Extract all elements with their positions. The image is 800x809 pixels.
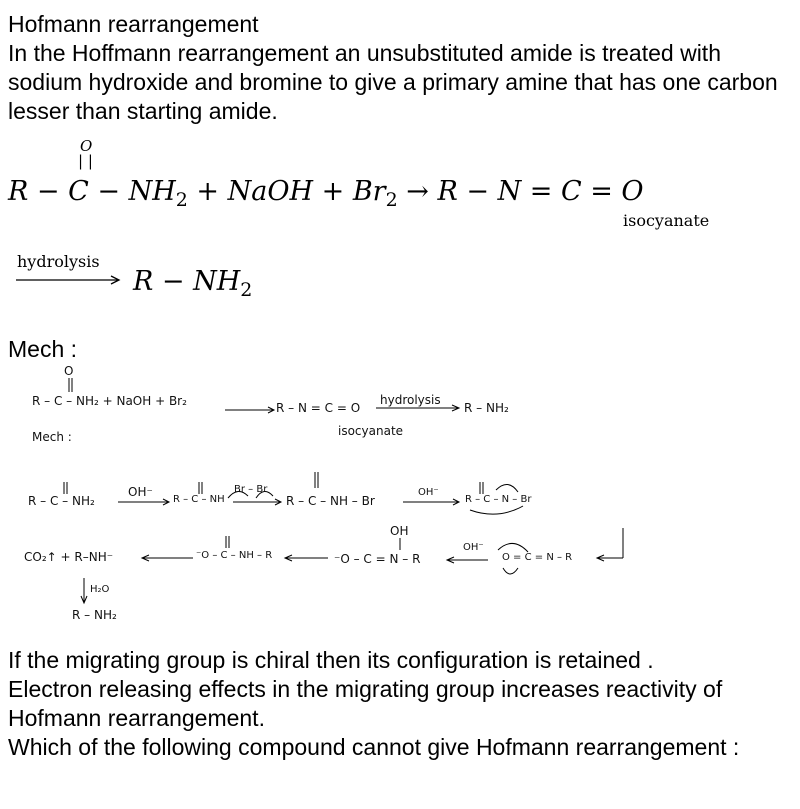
carbonyl-oxygen: O (80, 137, 93, 155)
mech-heading: Mech : (8, 336, 78, 362)
equation-reactant: R − C − NH (8, 176, 176, 207)
intro-paragraph: In the Hoffmann rearrangement an unsubstituted amide is treated with sodium hydroxide and bromine to give a primary amine that has one carbon lesser than starting amide. (8, 40, 778, 124)
scheme-row2-br2: Br – Br (234, 484, 268, 495)
scheme-row1-reactant: R – C – NH₂ + NaOH + Br₂ (32, 394, 187, 408)
scheme-row4-h2o: H₂O (90, 584, 110, 595)
hydrolysis-label: hydrolysis (17, 252, 100, 271)
scheme-row1-final: R – NH₂ (464, 401, 509, 415)
final-amine: R − NH (133, 266, 241, 297)
scheme-row2-bromoamide: R – C – NH – Br (286, 494, 375, 508)
scheme-row3-isocyanate: O = C = N – R (502, 552, 573, 563)
note-electron-releasing: Electron releasing effects in the migrating group increases reactivity of Hofmann rearrangement. (8, 676, 723, 731)
scheme-row4-final: R – NH₂ (72, 608, 117, 622)
question-text: Which of the following compound cannot give Hofmann rearrangement : (8, 734, 740, 760)
heading: Hofmann rearrangement (8, 11, 259, 37)
note-chiral: If the migrating group is chiral then its configuration is retained . (8, 647, 654, 673)
hydrolysis-arrow (14, 274, 122, 286)
isocyanate-label: isocyanate (623, 211, 710, 230)
scheme-row3-iminol: ⁻O – C = N – R (334, 552, 421, 566)
scheme-mech-label: Mech : (32, 430, 72, 444)
subscript: 2 (175, 189, 188, 211)
equation-reagents: + NaOH + Br (187, 176, 386, 207)
scheme-row2-anion: R – C – NH (173, 494, 225, 505)
scheme-row1-isocyanate: isocyanate (338, 424, 404, 438)
subscript: 2 (240, 279, 253, 301)
scheme-row2-nitrene: R – C – N – Br (465, 494, 532, 505)
carbonyl-double-bond: | | (78, 152, 93, 170)
scheme-row3-carbamate: ⁻O – C – NH – R (196, 550, 273, 561)
scheme-row3-oh2: OH⁻ (463, 542, 484, 553)
scheme-row1-oxygen: O (64, 364, 74, 378)
scheme-row1-product: R – N = C = O (276, 401, 361, 415)
scheme-row2-amide: R – C – NH₂ (28, 494, 95, 508)
scheme-row2-oh2: OH⁻ (418, 487, 439, 498)
subscript: 2 (385, 189, 398, 211)
mechanism-scheme (18, 360, 638, 635)
scheme-row1-hydrolysis: hydrolysis (380, 393, 441, 407)
scheme-row2-oh: OH⁻ (128, 485, 153, 499)
scheme-row3-oh: OH (390, 524, 409, 538)
scheme-row3-co2: CO₂↑ + R–NH⁻ (24, 550, 114, 564)
equation-product: → R − N = C = O (397, 176, 644, 207)
